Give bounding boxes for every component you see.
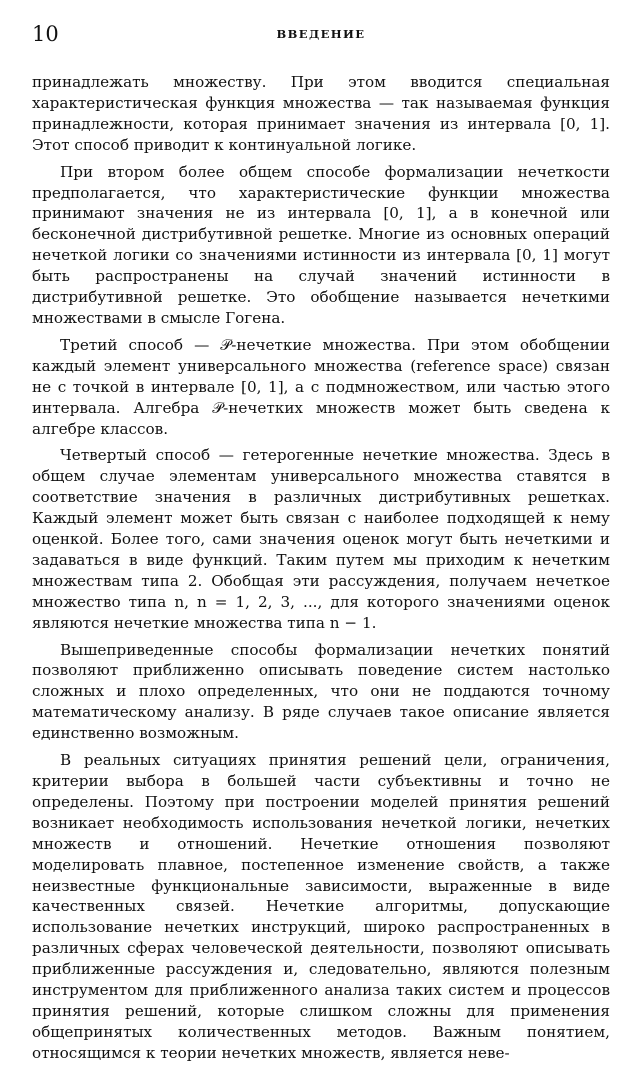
paragraph-second-method: При втором более общем способе формализации нечеткости предполагается, что характеристические функции множества принимают значения не из интервала [0, 1], а в конечной или бесконечной дистрибутивной решетке. Многие из основных операций нечеткой логики со значениями истинности из интервала [0, 1] могут быть распространены на случай значений истинности в дистрибутивной решетке. Это обобщение называется нечеткими множествами в смысле Гогена. xyxy=(32,162,610,327)
page-header xyxy=(32,22,610,46)
paragraph-summary: Вышеприведенные способы формализации нечетких понятий позволяют приближенно описывать поведение систем настолько сложных и плохо определенных, что они не поддаются точному математическому анализу. В ряде случаев такое описание является единственно возможным. xyxy=(32,640,610,743)
body-text xyxy=(32,72,610,1070)
paragraph-continuation: принадлежать множеству. При этом вводится специальная характеристическая функция множества — так называемая функция принадлежности, которая принимает значения из интервала [0, 1]. Этот способ приводит к континуальной логике. xyxy=(32,73,610,154)
paragraph-third-method: Третий способ — 𝒫-нечеткие множества. При этом обобщении каждый элемент универсального множества (reference space) связан не с точкой в интервале [0, 1], а с подмножеством, или частью этого интервала. Алгебра 𝒫-нечетких множеств может быть сведена к алгебре классов. xyxy=(32,335,610,438)
page-number: 10 xyxy=(32,22,59,46)
paragraph-decision-making: В реальных ситуациях принятия решений цели, ограничения, критерии выбора в большей части субъективны и точно не определены. Поэтому при построении моделей принятия решений возникает необходимость использования нечеткой логики, нечетких множеств и отношений. Нечеткие отношения позволяют моделировать плавное, постепенное изменение свойств, а также неизвестные функциональные зависимости, выраженные в виде качественных связей. Нечеткие алгоритмы, допускающие использование нечетких инструкций, широко распространенных в различных сферах человеческой деятельности, позволяют описывать приближенные рассуждения и, следовательно, являются полезным инструментом для приближенного анализа таких систем и процессов принятия решений, которые слишком сложны для применения общепринятых количественных методов. Важным понятием, относящимся к теории нечетких множеств, является неве- xyxy=(32,751,610,1062)
running-title: ВВЕДЕНИЕ xyxy=(276,27,366,41)
paragraph-fourth-method: Четвертый способ — гетерогенные нечеткие множества. Здесь в общем случае элементам универсального множества ставятся в соответствие значения в различных дистрибутивных решетках. Каждый элемент может быть связан с наиболее подходящей к нему оценкой. Более того, сами значения оценок могут быть нечеткими и задаваться в виде функций. Таким путем мы приходим к нечетким множествам типа 2. Обобщая эти рассуждения, получаем нечеткое множество типа n, n = 1, 2, 3, ..., для которого значениями оценок являются нечеткие множества типа n − 1. xyxy=(32,446,610,632)
